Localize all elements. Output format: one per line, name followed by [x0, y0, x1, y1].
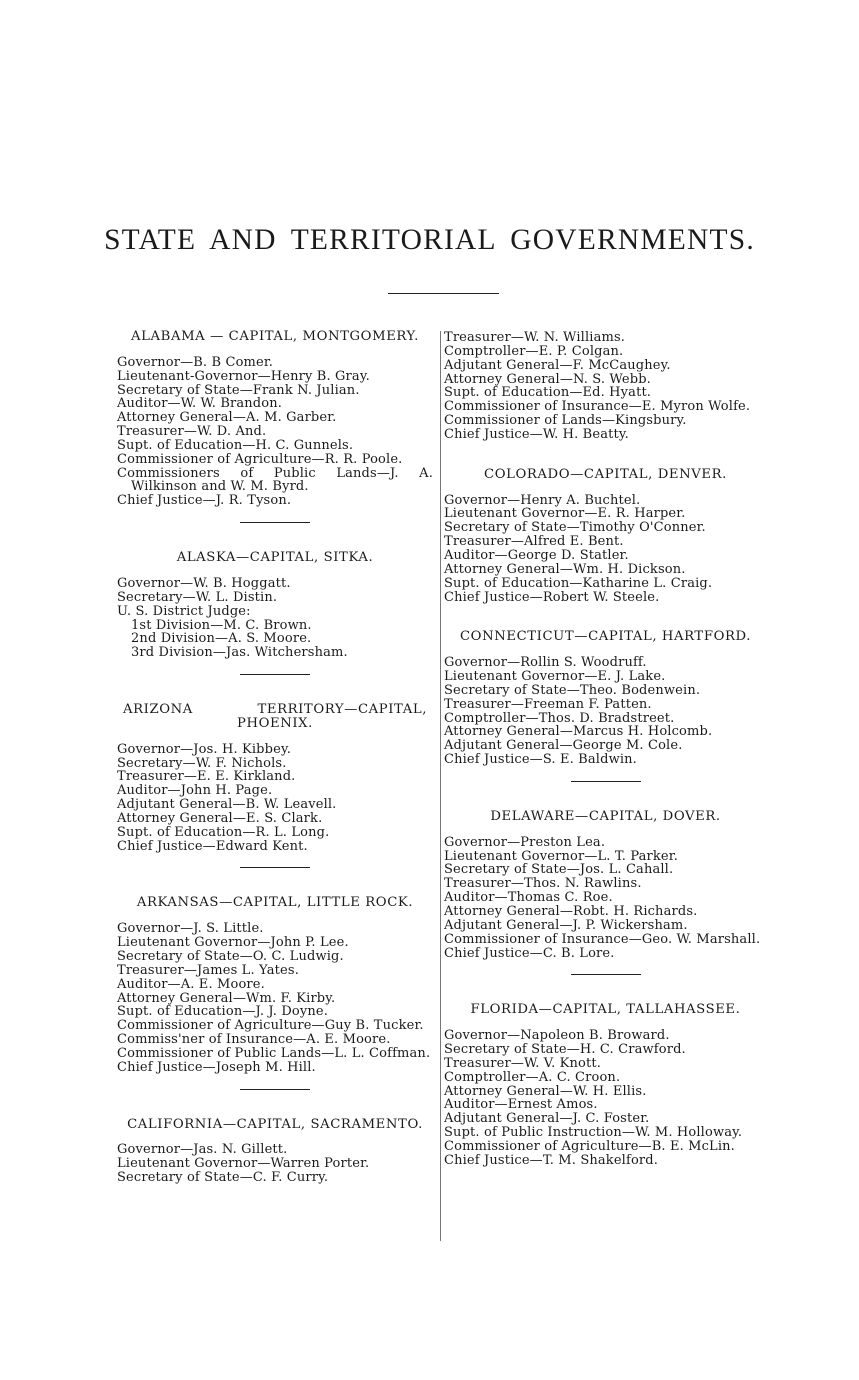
right-column	[440, 331, 767, 1241]
entry: Chief Justice—S. E. Baldwin.	[444, 752, 637, 768]
entry: Governor—W. B. Hoggatt.	[117, 575, 291, 591]
entry: Secretary of State—Timothy O'Conner.	[444, 520, 706, 536]
entry: Chief Justice—C. B. Lore.	[444, 945, 615, 961]
entry: Commissioner of Agriculture—B. E. McLin.	[444, 1138, 735, 1154]
entry: Commissioner of Public Lands—L. L. Coffman.	[117, 1045, 431, 1061]
entry: Comptroller—Thos. D. Bradstreet.	[444, 710, 675, 726]
entry: Treasurer—Alfred E. Bent.	[444, 534, 624, 550]
section-delaware	[444, 810, 767, 960]
section-heading: ALASKA—CAPITAL, SITKA.	[176, 550, 374, 566]
entry: Commissioner of Insurance—Geo. W. Marshall.	[444, 931, 761, 947]
entry: Attorney General—E. S. Clark.	[117, 810, 323, 826]
entry: Attorney General—A. M. Garber.	[117, 410, 337, 426]
section-heading: ARIZONA TERRITORY—CAPITAL, PHOENIX.	[123, 702, 427, 731]
entry: Supt. of Education—Katharine L. Craig.	[444, 575, 713, 591]
entry: Attorney General—Wm. H. Dickson.	[444, 561, 686, 577]
entry: Treasurer—W. V. Knott.	[444, 1055, 602, 1071]
section-arkansas	[117, 896, 433, 1074]
entry: Commissioner of Lands—Kingsbury.	[444, 413, 687, 429]
entry: Lieutenant Governor—E. R. Harper.	[444, 506, 686, 522]
entry: Attorney General—Marcus H. Holcomb.	[444, 724, 713, 740]
entry: Supt. of Education—R. L. Long.	[117, 824, 330, 840]
section-florida	[444, 1003, 767, 1167]
entry: Lieutenant Governor—L. T. Parker.	[444, 848, 678, 864]
entry: Attorney General—Wm. F. Kirby.	[117, 990, 336, 1006]
entry: Secretary of State—Jos. L. Cahall.	[444, 862, 674, 878]
title-rule	[388, 293, 499, 294]
entry: Supt. of Education—H. C. Gunnels.	[117, 437, 354, 453]
entry: Secretary of State—Theo. Bodenwein.	[444, 682, 701, 698]
entry: Governor—Preston Lea.	[444, 834, 606, 850]
entry: Commissioner of Agriculture—R. R. Poole.	[117, 451, 403, 467]
section-divider	[240, 1089, 310, 1090]
entry: Secretary of State—C. F. Curry.	[117, 1170, 329, 1186]
entry: Treasurer—Thos. N. Rawlins.	[444, 876, 642, 892]
section-heading: DELAWARE—CAPITAL, DOVER.	[490, 808, 721, 824]
entry: Comptroller—E. P. Colgan.	[444, 343, 624, 359]
entry: Attorney General—N. S. Webb.	[444, 371, 651, 387]
entry: Governor—Napoleon B. Broward.	[444, 1028, 670, 1044]
entry: Auditor—John H. Page.	[117, 783, 273, 799]
entry: Attorney General—Robt. H. Richards.	[444, 904, 698, 919]
entry: Commissioner of Agriculture—Guy B. Tucker.	[117, 1018, 424, 1034]
entry: Treasurer—W. D. And.	[117, 424, 267, 440]
entry: Auditor—W. W. Brandon.	[117, 396, 283, 412]
entry: 3rd Division—Jas. Witchersham.	[131, 645, 348, 661]
entry: Chief Justice—W. H. Beatty.	[444, 426, 629, 442]
entry: 1st Division—M. C. Brown.	[131, 617, 312, 633]
section-california-continued	[444, 331, 767, 442]
section-arizona	[117, 703, 433, 853]
entry: U. S. District Judge:	[117, 603, 251, 619]
entry: Auditor—Thomas C. Roe.	[444, 890, 613, 906]
entry: Chief Justice—Robert W. Steele.	[444, 589, 660, 605]
section-heading: ALABAMA — CAPITAL, MONTGOMERY.	[131, 329, 419, 344]
section-heading: CONNECTICUT—CAPITAL, HARTFORD.	[459, 629, 752, 645]
section-divider	[571, 781, 641, 782]
entry: Auditor—Ernest Amos.	[444, 1097, 598, 1113]
entry: Comptroller—A. C. Croon.	[444, 1069, 621, 1085]
section-heading: ARKANSAS—CAPITAL, LITTLE ROCK.	[136, 895, 414, 911]
section-alaska	[117, 551, 433, 660]
section-divider	[571, 974, 641, 975]
entry: Secretary—W. F. Nichols.	[117, 755, 287, 771]
entry: Chief Justice—Joseph M. Hill.	[117, 1059, 316, 1075]
entry: Commiss'ner of Insurance—A. E. Moore.	[117, 1032, 391, 1048]
section-divider	[240, 522, 310, 523]
entry: Chief Justice—T. M. Shakelford.	[444, 1152, 659, 1168]
entry: Governor—Jas. N. Gillett.	[117, 1142, 288, 1158]
left-column	[117, 330, 433, 1185]
entry: Commissioners of Public Lands—J. A. Wilkinson and W. M. Byrd.	[117, 465, 433, 495]
entry: Secretary of State—O. C. Ludwig.	[117, 949, 344, 964]
entry: Governor—Henry A. Buchtel.	[444, 492, 641, 508]
entry: Adjutant General—J. C. Foster.	[444, 1111, 650, 1127]
entry: 2nd Division—A. S. Moore.	[131, 631, 312, 647]
entry: Treasurer—W. N. Williams.	[444, 330, 626, 345]
section-divider	[240, 674, 310, 675]
section-heading: COLORADO—CAPITAL, DENVER.	[484, 466, 727, 482]
entry: Supt. of Education—Ed. Hyatt.	[444, 385, 652, 401]
entry: Lieutenant Governor—John P. Lee.	[117, 935, 349, 951]
entry: Supt. of Public Instruction—W. M. Holloway.	[444, 1125, 743, 1141]
entry: Adjutant General—George M. Cole.	[444, 738, 683, 754]
section-california	[117, 1118, 433, 1185]
entry: Governor—Rollin S. Woodruff.	[444, 655, 647, 671]
entry: Lieutenant-Governor—Henry B. Gray.	[117, 368, 370, 384]
entry: Secretary of State—Frank N. Julian.	[117, 382, 360, 398]
section-heading: CALIFORNIA—CAPITAL, SACRAMENTO.	[127, 1116, 423, 1132]
section-alabama	[117, 330, 433, 508]
entry: Attorney General—W. H. Ellis.	[444, 1083, 647, 1099]
entry: Adjutant General—F. McCaughey.	[444, 357, 671, 373]
entry: Adjutant General—J. P. Wickersham.	[444, 917, 688, 933]
entry: Commissioner of Insurance—E. Myron Wolfe.	[444, 399, 751, 415]
entry: Auditor—A. E. Moore.	[117, 976, 265, 992]
entry: Adjutant General—B. W. Leavell.	[117, 797, 337, 813]
page-title: STATE AND TERRITORIAL GOVERNMENTS.	[104, 224, 755, 256]
entry: Supt. of Education—J. J. Doyne.	[117, 1004, 329, 1020]
entry: Governor—B. B Comer.	[117, 354, 274, 370]
section-divider	[240, 867, 310, 868]
entry: Chief Justice—J. R. Tyson.	[117, 493, 292, 509]
section-heading: FLORIDA—CAPITAL, TALLAHASSEE.	[470, 1002, 741, 1018]
entry: Secretary of State—H. C. Crawford.	[444, 1042, 686, 1058]
entry: Auditor—George D. Statler.	[444, 547, 629, 563]
section-colorado	[444, 468, 767, 605]
entry: Governor—J. S. Little.	[117, 921, 264, 937]
entry: Treasurer—Freeman F. Patten.	[444, 696, 652, 712]
entry: Secretary—W. L. Distin.	[117, 589, 278, 605]
entry: Lieutenant Governor—E. J. Lake.	[444, 669, 666, 685]
entry: Governor—Jos. H. Kibbey.	[117, 741, 292, 757]
entry: Lieutenant Governor—Warren Porter.	[117, 1156, 370, 1172]
entry: Chief Justice—Edward Kent.	[117, 838, 308, 854]
section-connecticut	[444, 630, 767, 767]
entry: Treasurer—E. E. Kirkland.	[117, 769, 296, 785]
entry: Treasurer—James L. Yates.	[117, 962, 299, 978]
